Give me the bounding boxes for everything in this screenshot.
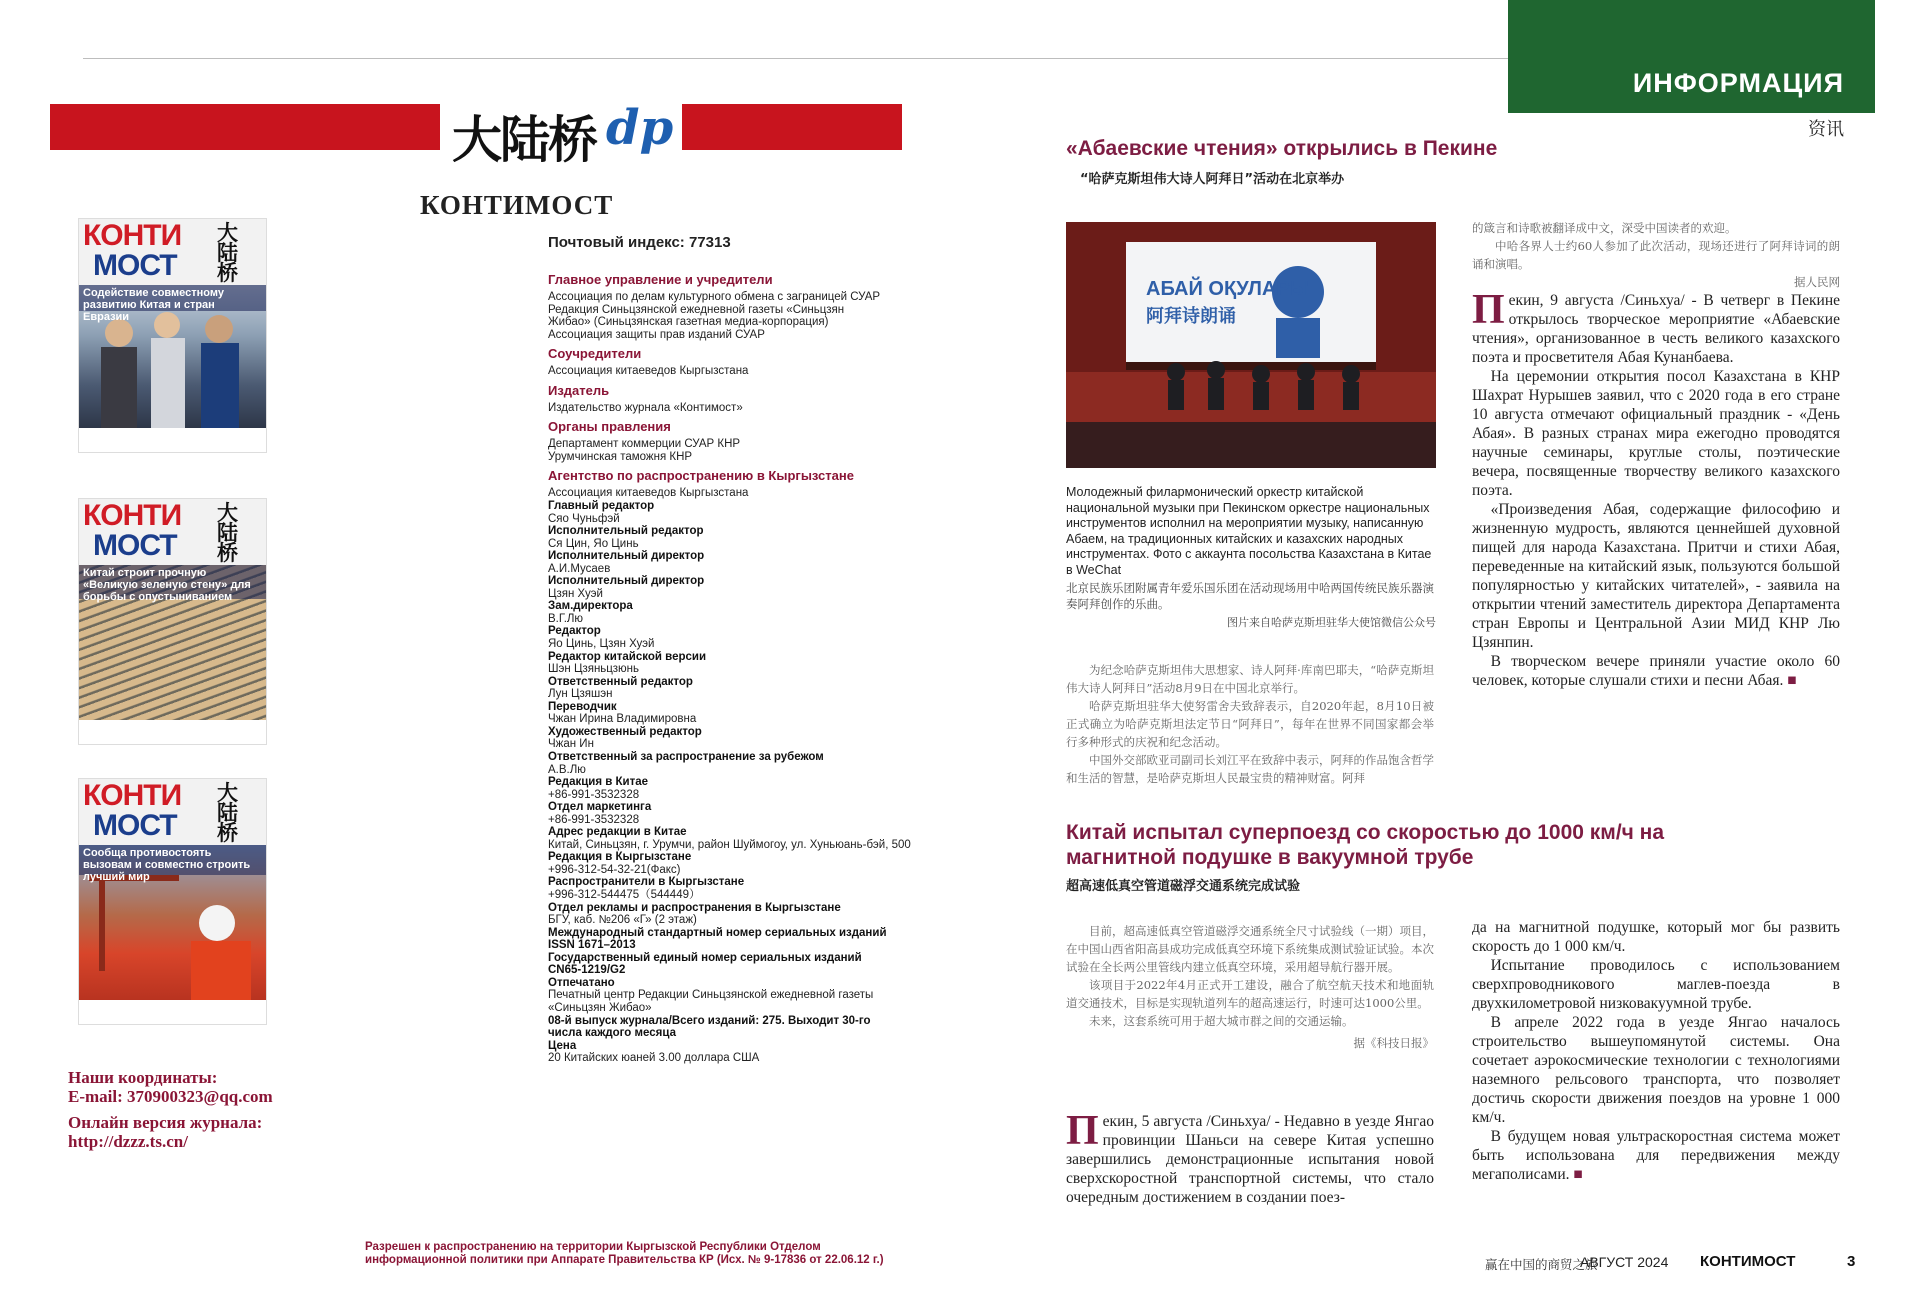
imprint-ru: Издатель xyxy=(548,382,610,398)
imprint-ru: Редакция в Кыргызстане xyxy=(548,851,692,864)
imprint-ru: Сяо Чуньфэй xyxy=(548,512,620,525)
imprint-ru: Редактор китайской версии xyxy=(548,650,707,663)
imprint-ru: Печатный центр Редакции Синьцзянской ежедневной газеты xyxy=(548,989,874,1002)
ru-paragraph: В будущем новая ультраскоростная система может быть использована для передвижения между мегаполисами. xyxy=(1472,1128,1840,1183)
cn-paragraph: 的箴言和诗歌被翻译成中文，深受中国读者的欢迎。 xyxy=(1472,221,1737,235)
article1-ru-body xyxy=(1472,287,1840,690)
ru-paragraph: В творческом вечере приняли участие около 60 человек, которые слушали стихи и песни Абая. xyxy=(1472,653,1840,689)
imprint-list xyxy=(0,0,911,1240)
imprint-ru: Шэн Цзяньцзюнь xyxy=(548,663,640,676)
imprint-ru: Соучредители xyxy=(548,346,642,362)
dropcap: П xyxy=(1066,1108,1099,1154)
logo-dp-mark: dp xyxy=(606,100,674,156)
imprint-ru: Переводчик xyxy=(548,700,617,713)
ru-paragraph: На церемонии открытия посол Казахстана в КНР Шахрат Нурышев заявил, что с 2020 года в его стране 10 августа отмечают официальный праздник - «День Абая». В разных странах мира ежегодно проводятся научные семинары, круглые столы, поэтические вечера, посвященные творчеству великого казахского поэта. xyxy=(1472,368,1840,499)
footer-slogan: 赢在中国的商贸之旅 xyxy=(1485,1257,1598,1272)
imprint-ru: Международный стандартный номер сериальных изданий xyxy=(548,926,887,939)
end-mark: ■ xyxy=(1573,1166,1583,1183)
ru-paragraph: Испытание проводилось с использованием сверхпроводникового маглев-поезда в двухкилометровой низковакуумной трубе. xyxy=(1472,957,1840,1012)
imprint-ru: Художественный редактор xyxy=(548,725,702,738)
footer-issue: АВГУСТ 2024 xyxy=(1580,1254,1669,1270)
online-heading: Онлайн версия журнала: xyxy=(68,1113,263,1132)
section-sublabel: 资讯 xyxy=(1808,119,1844,139)
ru-paragraph: «Произведения Абая, содержащие философию и жизненную мудрость, являются ценнейшей духовной пищей для народа Казахстана. Притчи и стихи Абая, переведенные на китайский язык, пользуются большой популярностью у китайских читателей», - заявила на открытии чтений заместитель директора Департамента стран Европы и Центральной Азии МИД КНР Лю Цзянпин. xyxy=(1472,501,1840,651)
imprint-ru: Ся Цин, Яо Цинь xyxy=(548,537,639,550)
imprint-ru: Главное управление и учредители xyxy=(548,272,773,287)
imprint-ru: Отпечатано xyxy=(548,976,615,989)
imprint-ru: +86-991-3532328 xyxy=(548,788,640,801)
ru-paragraph: екин, 9 августа /Синьхуа/ - В четверг в Пекине открылось творческое мероприятие «Абаевские чтения», организованное в честь великого казахского поэта и просветителя Абая Кунанбаева. xyxy=(1472,292,1840,366)
imprint-ru: +996-312-54-32-21(Факс) xyxy=(548,863,681,876)
cn-paragraph: 目前，超高速低真空管道磁浮交通系统全尺寸试验线（一期）项目，在中国山西省阳高县成功完成低真空环境下系统集成测试验证试验。本次试验在全长两公里管线内建立低真空环境，采用超导航行器开展。 xyxy=(1066,924,1434,974)
article1-title: «Абаевские чтения» открылись в Пекине xyxy=(1066,137,1498,160)
imprint-ru: Издательство журнала «Контимост» xyxy=(548,401,743,414)
cn-paragraph: 未来，这套系统可用于超大城市群之间的交通运输。 xyxy=(1089,1014,1354,1028)
imprint-ru: Китай, Синьцзян, г. Урумчи, район Шуймогоу, ул. Хуньюань-бэй, 500 xyxy=(548,838,911,851)
photo-banner-cn: 阿拜诗朗诵 xyxy=(1146,306,1236,327)
imprint-ru: Исполнительный директор xyxy=(548,550,705,563)
imprint-ru: Чжан Ирина Владимировна xyxy=(548,713,697,726)
article1-cn-continued xyxy=(1472,219,1840,291)
imprint-ru: Распространители в Кыргызстане xyxy=(548,876,745,889)
photo-banner-kz: АБАЙ ОҚУЛАРЫ xyxy=(1146,278,1310,300)
article2-title xyxy=(1066,820,1664,870)
article1-cn-body xyxy=(1066,661,1434,787)
footer-magazine: КОНТИМОСТ xyxy=(1700,1253,1796,1270)
imprint-ru: Зам.директора xyxy=(548,600,633,613)
imprint-ru: ISSN 1671–2013 xyxy=(548,939,636,952)
cn-paragraph: 哈萨克斯坦驻华大使努雷舍夫致辞表示，自2020年起，8月10日被正式确立为哈萨克斯坦法定节日“阿拜日”，每年在世界不同国家都会举行多种形式的庆祝和纪念活动。 xyxy=(1066,699,1434,749)
ru-paragraph: екин, 5 августа /Синьхуа/ - Недавно в уезде Янгао провинции Шаньси на севере Китая успешно завершились демонстрационные испытания новой сверхскоростной транспортной системы, что стало очередным достижением в создании поез- xyxy=(1066,1113,1434,1206)
article2-title-line: Китай испытал суперпоезд со скоростью до 1000 км/ч на xyxy=(1066,821,1665,844)
imprint-ru: А.В.Лю xyxy=(548,763,586,776)
imprint-ru: БГУ, каб. №206 «Г» (2 этаж) xyxy=(548,914,697,927)
ru-paragraph: В апреле 2022 года в уезде Янгао началось строительство вышеупомянутой системы. Она сочетает аэрокосмические технологии с технологиями наземного рельсового транспорта, что позволяет достичь скорости движения поездов на уровне 1 000 км/ч. xyxy=(1472,1014,1840,1126)
cover-headline: Китай строит прочную «Великую зеленую стену» для борьбы с опустыниванием xyxy=(83,567,251,603)
end-mark: ■ xyxy=(1787,672,1797,689)
imprint-ru: Ассоциация защиты прав изданий СУАР xyxy=(548,328,765,341)
postal-ru: Почтовый индекс: 77313 xyxy=(548,234,731,251)
section-label: ИНФОРМАЦИЯ xyxy=(1632,68,1844,98)
magazine-title: КОНТИМОСТ xyxy=(420,190,614,220)
cn-paragraph: 该项目于2022年4月正式开工建设，融合了航空航天技术和地面轨道交通技术，目标是实现轨道列车的超高速运行，时速可达1000公里。 xyxy=(1066,978,1434,1010)
imprint-ru: 08-й выпуск журнала/Всего изданий: 275. Выходит 30-го xyxy=(548,1014,871,1027)
cn-paragraph: 中国外交部欧亚司副司长刘江平在致辞中表示，阿拜的作品饱含哲学和生活的智慧，是哈萨克斯坦人民最宝贵的精神财富。阿拜 xyxy=(1066,753,1434,785)
imprint-ru: 20 Китайских юаней 3.00 доллара США xyxy=(548,1052,760,1065)
imprint-ru: Цзян Хуэй xyxy=(548,587,603,600)
imprint-ru: Чжан Ин xyxy=(548,738,594,751)
imprint-ru: Редакция Синьцзянской ежедневной газеты «Синьцзян xyxy=(548,303,845,316)
imprint-ru: Главный редактор xyxy=(548,499,655,512)
contacts-heading: Наши координаты: xyxy=(68,1068,218,1087)
imprint-ru: +86-991-3532328 xyxy=(548,813,640,826)
cn-source: 据人民网 xyxy=(1794,275,1840,289)
imprint-ru: А.И.Мусаев xyxy=(548,562,611,575)
imprint-ru: Государственный единый номер сериальных изданий xyxy=(548,951,862,964)
imprint-ru: числа каждого месяца xyxy=(548,1027,676,1040)
imprint-ru: Жибао» (Синьцзянская газетная медиа-корпорация) xyxy=(548,316,829,329)
online-url-link[interactable]: http://dzzz.ts.cn/ xyxy=(68,1132,188,1151)
imprint-ru: «Синьцзян Жибао» xyxy=(548,1001,652,1014)
cn-paragraph: 为纪念哈萨克斯坦伟大思想家、诗人阿拜·库南巴耶夫，“哈萨克斯坦伟大诗人阿拜日”活动8月9日在中国北京举行。 xyxy=(1066,663,1434,695)
contacts-email[interactable]: E-mail: 370900323@qq.com xyxy=(68,1087,273,1106)
concert-illustration xyxy=(1066,222,1436,468)
cover-headline: Содействие совместному развитию Китая и стран Евразии xyxy=(83,287,224,323)
imprint-ru: В.Г.Лю xyxy=(548,612,584,625)
imprint-ru: Урумчинская таможня КНР xyxy=(548,450,693,463)
imprint-ru: +996-312-544475（544449） xyxy=(548,889,701,901)
cover-headline: Сообща противостоять вызовам и совместно строить лучший мир xyxy=(83,847,251,883)
photo-caption-cn: 北京民族乐团附属青年爱乐国乐团在活动现场用中哈两国传统民族乐器演奏阿拜创作的乐曲。 xyxy=(1066,581,1434,611)
imprint-ru: Исполнительный директор xyxy=(548,575,705,588)
imprint-ru: Агентство по распространению в Кыргызстане xyxy=(548,468,854,484)
cover-title-cn: 大陆桥 xyxy=(217,501,238,565)
ru-paragraph: да на магнитной подушке, который мог бы развить скорость до 1 000 км/ч. xyxy=(1472,919,1840,955)
imprint-ru: Отдел маркетинга xyxy=(548,801,652,814)
article2-cn-body xyxy=(1066,922,1434,1052)
imprint-ru: Лун Цзяшэн xyxy=(548,688,613,701)
cover-title-cn: 大陆桥 xyxy=(217,221,238,285)
photo-caption: Молодежный филармонический оркестр китайской национальной музыки при Пекинском оркестре национальных инструментов исполнил на мероприятии музыку, написанную Абаем, на традиционных китайских и казахских народных инструментах. Фото с аккаунта посольства Казахстана в Китае в WeChat xyxy=(1066,485,1432,577)
page-number: 3 xyxy=(1847,1253,1856,1270)
imprint-ru: Редактор xyxy=(548,625,601,638)
imprint-ru: Адрес редакции в Китае xyxy=(548,826,687,839)
article2-ru-right xyxy=(1472,918,1840,1184)
imprint-ru: CN65-1219/G2 xyxy=(548,964,626,977)
article2-title-line: магнитной подушке в вакуумной трубе xyxy=(1066,846,1474,869)
photo-credit: 图片来自哈萨克斯坦驻华大使馆微信公众号 xyxy=(1227,616,1436,629)
cover-title-2: МОСТ xyxy=(93,529,177,562)
imprint-ru: Редакция в Китае xyxy=(548,776,649,789)
logo-chinese: 大陆桥 xyxy=(452,111,596,169)
dropcap: П xyxy=(1472,287,1505,333)
imprint-ru: Ассоциация по делам культурного обмена с заграницей СУАР xyxy=(548,291,881,303)
imprint-ru: Яо Цинь, Цзян Хуэй xyxy=(548,638,655,650)
permit-note: Разрешен к распространению на территории Кыргызской Республики Отделом информационной политики при Аппарате Правительства КР (Исх. № 9-17836 от 22.06.12 г.) xyxy=(365,1241,884,1266)
cover-title-1: КОНТИ xyxy=(83,499,182,532)
imprint-ru: Ответственный редактор xyxy=(548,675,693,688)
imprint-ru: Ассоциация китаеведов Кыргызстана xyxy=(548,487,749,500)
article1-photo xyxy=(1066,222,1436,468)
article2-subtitle: 超高速低真空管道磁浮交通系统完成试验 xyxy=(1066,879,1301,894)
imprint-ru: Ассоциация китаеведов Кыргызстана xyxy=(548,365,749,378)
imprint-ru: Цена xyxy=(548,1039,577,1052)
cn-paragraph: 中哈各界人士约60人参加了此次活动，现场还进行了阿拜诗词的朗诵和演唱。 xyxy=(1472,239,1840,271)
imprint-ru: Ответственный за распространение за рубежом xyxy=(548,750,824,763)
cn-source: 据《科技日报》 xyxy=(1353,1036,1434,1050)
imprint-ru: Исполнительный редактор xyxy=(548,525,704,538)
cover-title-2: МОСТ xyxy=(93,249,177,282)
cover-title-cn: 大陆桥 xyxy=(217,781,238,845)
cover-title-1: КОНТИ xyxy=(83,779,182,812)
cover-title-1: КОНТИ xyxy=(83,219,182,252)
imprint-ru: Органы правления xyxy=(548,419,671,435)
article2-ru-left xyxy=(1066,1108,1434,1207)
article1-subtitle: “哈萨克斯坦伟大诗人阿拜日”活动在北京举办 xyxy=(1080,172,1345,187)
imprint-ru: Департамент коммерции СУАР КНР xyxy=(548,438,741,451)
imprint-ru: Отдел рекламы и распространения в Кыргызстане xyxy=(548,901,841,914)
cover-title-2: МОСТ xyxy=(93,809,177,842)
